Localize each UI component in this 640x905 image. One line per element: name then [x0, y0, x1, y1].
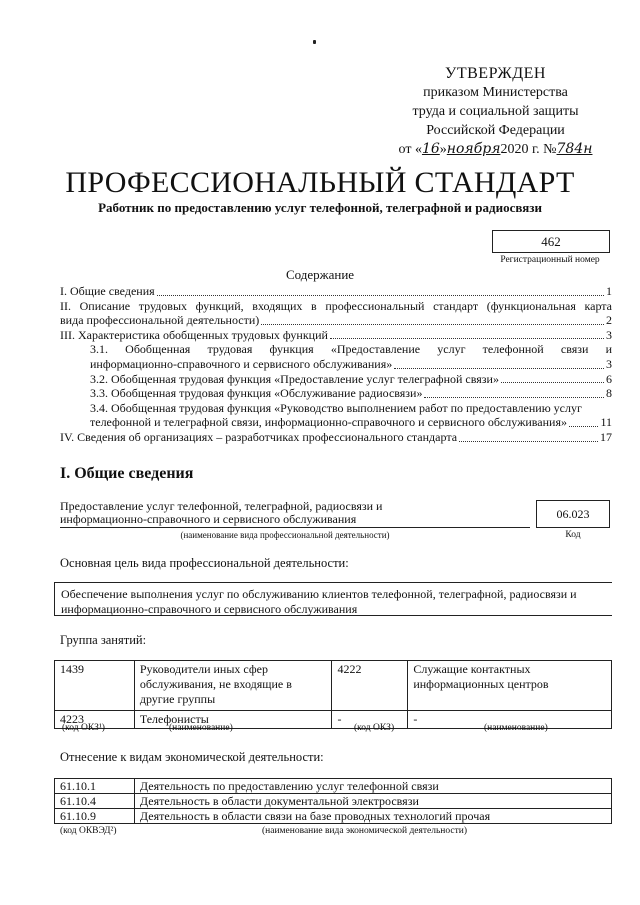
approval-date: от «16»ноября2020 г. №784н: [398, 141, 593, 157]
caption: (наименование вида экономической деятельности): [262, 826, 467, 836]
caption: (код ОКЗ¹): [62, 723, 105, 733]
okz-code-cell: -: [332, 711, 408, 729]
occupation-name-cell: Телефонисты: [134, 711, 332, 729]
activity-name-cell: Деятельность в области документальной электросвязи: [134, 794, 611, 809]
approval-heading: УТВЕРЖДЕН: [445, 65, 546, 82]
toc-item[interactable]: 3.3. Обобщенная трудовая функция «Обслуживание радиосвязи» 8: [90, 386, 612, 401]
handwritten-month: ноября: [446, 141, 501, 157]
registration-number-box: 462: [492, 230, 610, 253]
handwritten-number: 784н: [556, 141, 593, 157]
scan-speck: [313, 40, 316, 44]
caption: (наименование): [169, 723, 233, 733]
activity-code-caption: Код: [565, 530, 581, 540]
occupation-table: [54, 660, 612, 729]
toc-item[interactable]: 3.2. Обобщенная трудовая функция «Предоставление услуг телеграфной связи» 6: [90, 371, 612, 386]
activity-name-cell: Деятельность по предоставлению услуг телефонной связи: [134, 779, 611, 794]
economic-activity-label: Отнесение к видам экономической деятельности:: [60, 750, 324, 764]
occupation-group-label: Группа занятий:: [60, 633, 147, 647]
activity-kind-caption: (наименование вида профессиональной деятельности): [180, 530, 390, 540]
okved-code-cell: 61.10.9: [55, 809, 135, 824]
approval-line: приказом Министерства: [423, 85, 568, 100]
table-of-contents: [60, 284, 612, 445]
toc-item-line[interactable]: 3.1. Обобщенная трудовая функция «Предоставление услуг телефонной связи и: [90, 342, 612, 357]
approval-block: [388, 64, 603, 159]
toc-heading: Содержание: [285, 267, 355, 282]
okved-code-cell: 61.10.1: [55, 779, 135, 794]
toc-item[interactable]: I. Общие сведения 1: [60, 284, 612, 298]
underline-divider: [60, 527, 530, 528]
activity-code-box: 06.023: [536, 500, 610, 528]
handwritten-day: 16: [421, 141, 440, 157]
table-row: [55, 779, 612, 794]
document-title: ПРОФЕССИОНАЛЬНЫЙ СТАНДАРТ: [65, 166, 575, 199]
table-row: [55, 661, 612, 711]
goal-text-box: Обеспечение выполнения услуг по обслуживанию клиентов телефонной, телеграфной, радиосвязи и информационно-справочного и сервисного обслуживания: [54, 582, 612, 616]
occupation-name-cell: -: [408, 711, 612, 729]
okz-code-cell: 1439: [55, 661, 135, 711]
section-heading: I. Общие сведения: [60, 465, 194, 482]
caption: (код ОКВЭД²): [60, 826, 117, 836]
toc-item[interactable]: вида профессиональной деятельности) 2: [60, 313, 612, 328]
okved-code-cell: 61.10.4: [55, 794, 135, 809]
approval-line: труда и социальной защиты: [412, 104, 579, 119]
okz-code-cell: 4222: [332, 661, 408, 711]
caption: (код ОКЗ): [354, 723, 395, 733]
goal-label: Основная цель вида профессиональной деятельности:: [60, 556, 349, 570]
toc-item-line[interactable]: 3.4. Обобщенная трудовая функция «Руководство выполнением работ по предоставлению услуг: [90, 400, 582, 415]
toc-item-line[interactable]: II. Описание трудовых функций, входящих в профессиональный стандарт (функциональная карта: [60, 298, 612, 313]
table-row: [55, 809, 612, 824]
document-subtitle: Работник по предоставлению услуг телефонной, телеграфной и радиосвязи: [98, 200, 542, 215]
toc-item[interactable]: телефонной и телеграфной связи, информационно-справочного и сервисного обслуживания» 11: [90, 415, 612, 430]
activity-name-cell: Деятельность в области связи на базе проводных технологий прочая: [134, 809, 611, 824]
occupation-name-cell: Руководители иных сфер обслуживания, не входящие в другие группы: [134, 661, 332, 711]
caption: (наименование): [484, 723, 548, 733]
approval-line: Российской Федерации: [426, 123, 565, 138]
table-row: [55, 794, 612, 809]
toc-item[interactable]: III. Характеристика обобщенных трудовых функций 3: [60, 327, 612, 342]
okz-code-cell: 4223: [55, 711, 135, 729]
toc-item[interactable]: информационно-справочного и сервисного обслуживания» 3: [90, 356, 612, 371]
activity-kind-name: Предоставление услуг телефонной, телеграфной, радиосвязи и информационно-справочного и сервисного обслуживания: [60, 499, 383, 526]
registration-caption: Регистрационный номер: [500, 255, 600, 265]
toc-item[interactable]: IV. Сведения об организациях – разработчиках профессионального стандарта 17: [60, 429, 612, 444]
occupation-name-cell: Служащие контактных информационных центров: [408, 661, 612, 711]
economic-activity-table: [54, 778, 612, 824]
